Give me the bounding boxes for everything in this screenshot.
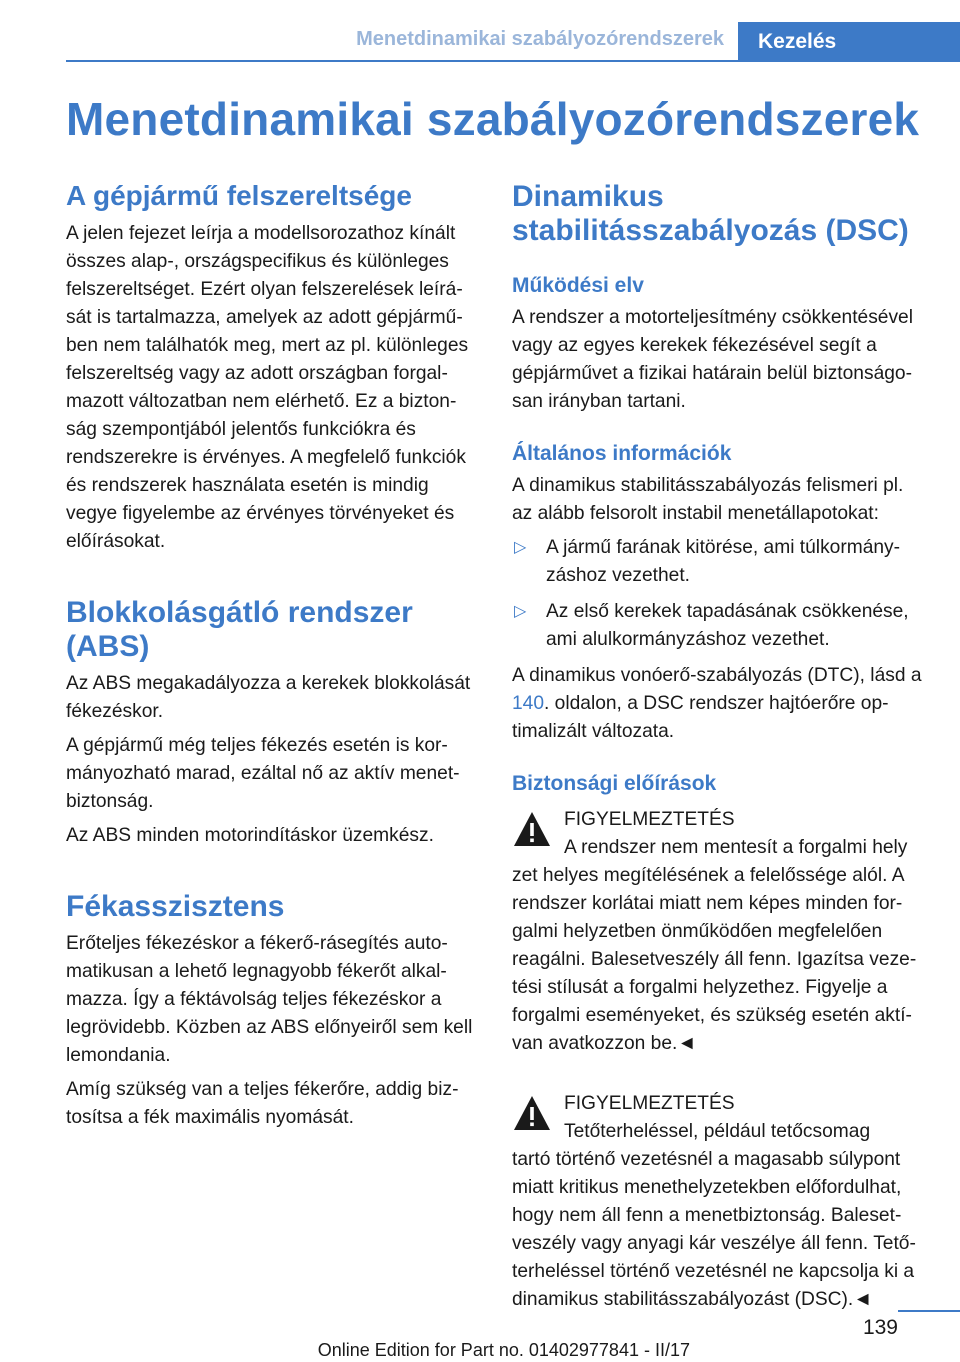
warning-block [512, 1090, 926, 1314]
footer-rule [898, 1310, 960, 1312]
heading-safety: Biztonsági előírások [512, 772, 717, 795]
paragraph-principle: A rendszer a motorteljesítmény csökkentésével vagy az egyes kerekek fékezésével segít a gépjárművet a fizikai határain belül biztonságosan irányban tartani. [512, 307, 913, 412]
paragraph-abs-1: Az ABS megakadályozza a kerekek blokkolását fékezéskor. [66, 673, 471, 722]
left-column [66, 180, 480, 1138]
header-section-title: Menetdinamikai szabályozórendszerek [356, 28, 724, 50]
warning-text: zet helyes megítélésének a felelőssége alól. A rendszer korlátai miatt nem képes minden forgalmi helyzetben önműködően megfelelően reagálni. Balesetveszély áll fenn. Igazítsa vezetési stílusát a forgalmi helyzethez. Figyelje a forgalmi eseményeket, és szükség esetén aktívan avatkozzon be.◄ [512, 865, 917, 1054]
list-item [512, 534, 926, 590]
edition-note: Online Edition for Part no. 01402977841 - II/17 [317, 1340, 690, 1360]
right-column [512, 180, 926, 1320]
triangle-right-icon: ▷ [514, 603, 527, 620]
warning-label: FIGYELMEZTETÉS [564, 1093, 735, 1114]
triangle-right-icon: ▷ [514, 539, 527, 556]
page-reference-link[interactable]: 140 [512, 693, 545, 714]
dtc-text-before: A dinamikus vonóerő-szabályozás (DTC), lásd a [512, 665, 922, 686]
heading-general: Általános információk [512, 442, 732, 465]
heading-abs: Blokkolásgátló rendszer (ABS) [66, 596, 413, 663]
heading-principle: Működési elv [512, 274, 644, 297]
paragraph-brake-assist-2: Amíg szükség van a teljes fékerőre, addig biztosítsa a fék maximális nyomását. [66, 1079, 459, 1128]
instability-list [512, 534, 926, 654]
list-item-text: Az első kerekek tapadásának csökkenése, ami alulkormányzáshoz vezethet. [546, 601, 909, 650]
paragraph-general-intro: A dinamikus stabilitásszabályozás felismeri pl. az alább felsorolt instabil menetállapotokat: [512, 475, 904, 524]
list-item-text: A jármű farának kitörése, ami túlkormányzáshoz vezethet. [546, 537, 901, 586]
warning-block [512, 806, 926, 1058]
warning-triangle-icon [512, 810, 552, 848]
paragraph-abs-2: A gépjármű még teljes fékezés esetén is kormányozható marad, ezáltal nő az aktív menetbiztonság. [66, 735, 460, 812]
paragraph-abs-3: Az ABS minden motorindításkor üzemkész. [66, 825, 434, 846]
paragraph-dtc [512, 662, 926, 746]
header-chapter-tab[interactable]: Kezelés [738, 22, 960, 62]
header-rule [66, 60, 960, 62]
dtc-text-after: . oldalon, a DSC rendszer hajtóerőre optimalizált változata. [512, 693, 889, 742]
warning-text: tartó történő vezetésnél a magasabb súlypont miatt kritikus menethelyzetekben előfordulhat, hogy nem áll fenn a menetbiztonság. Balesetveszély vagy anyagi kár veszélye áll fenn. Tetőterheléssel történő vezetésnél ne kapcsolja ki a dinamikus stabilitásszabályozást (DSC).◄ [512, 1149, 916, 1310]
heading-brake-assist: Fékasszisztens [66, 890, 285, 923]
warning-text-first-line: A rendszer nem mentesít a forgalmi hely [564, 837, 908, 858]
page-footer [0, 1310, 960, 1362]
warning-text-first-line: Tetőterheléssel, például tetőcsomag [564, 1121, 871, 1142]
warning-triangle-icon [512, 1094, 552, 1132]
heading-dsc: Dinamikus stabilitásszabályozás (DSC) [512, 180, 909, 247]
page-number: 139 [862, 1316, 898, 1339]
paragraph-equipment: A jelen fejezet leírja a modellsorozathoz kínált összes alap-, országspecifikus és különleges felszereltséget. Ezért olyan felszerelések leírását is tartalmazza, amelyek az adott gépjárműben nem találhatók meg, mert az pl. különleges felszereltség vagy az adott országban forgalmazott változatban nem elérhető. Ez a biztonság szempontjából jelentős funkciókra és rendszerekre is érvényes. A megfelelő funkciók és rendszerek használata esetén is mindig vegye figyelembe az érvényes törvényeket és előírásokat. [66, 223, 469, 552]
page-header [0, 0, 960, 62]
list-item [512, 598, 926, 654]
warning-label: FIGYELMEZTETÉS [564, 809, 735, 830]
paragraph-brake-assist-1: Erőteljes fékezéskor a fékerő-rásegítés automatikusan a lehető legnagyobb fékerőt alkalmazza. Így a féktávolság teljes fékezéskor a legrövidebb. Közben az ABS előnyeiről sem kell lemondania. [66, 933, 473, 1066]
heading-equipment: A gépjármű felszereltsége [66, 180, 412, 211]
page-title: Menetdinamikai szabályozórendszerek [66, 93, 920, 145]
